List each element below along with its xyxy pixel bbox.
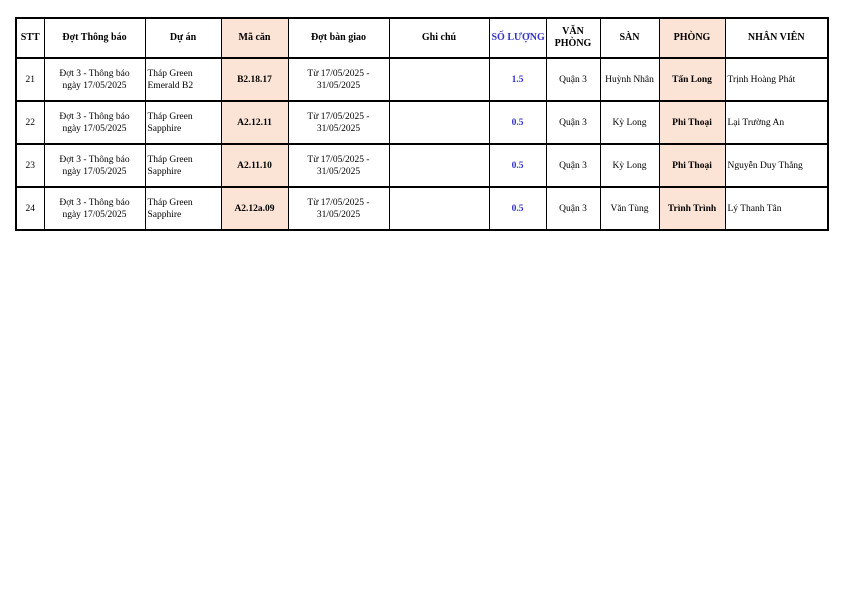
table-row (16, 144, 828, 187)
cell-stt: 22 (16, 101, 44, 144)
cell-dot-thong-bao-line2: ngày 17/05/2025 (62, 123, 127, 134)
cell-van-phong: Quận 3 (546, 187, 600, 230)
cell-dot-ban-giao-line2: 31/05/2025 (316, 209, 361, 220)
table-row (16, 58, 828, 101)
cell-dot-thong-bao-line2: ngày 17/05/2025 (62, 209, 127, 220)
cell-dot-thong-bao (44, 101, 145, 144)
cell-du-an (145, 101, 221, 144)
cell-dot-thong-bao (44, 144, 145, 187)
cell-dot-ban-giao-line2: 31/05/2025 (316, 80, 361, 91)
cell-dot-ban-giao (288, 101, 389, 144)
cell-phong: Trình Trình (659, 187, 725, 230)
cell-dot-ban-giao-line1: Từ 17/05/2025 - (307, 197, 370, 208)
cell-du-an-line2: Emerald B2 (147, 80, 194, 91)
cell-stt: 21 (16, 58, 44, 101)
cell-du-an (145, 58, 221, 101)
table-body (16, 58, 828, 230)
cell-van-phong: Quận 3 (546, 144, 600, 187)
cell-du-an-line1: Tháp Green (147, 154, 193, 165)
cell-dot-ban-giao (288, 58, 389, 101)
cell-san: Văn Tùng (600, 187, 659, 230)
header-du-an: Dự án (145, 18, 221, 58)
cell-nhan-vien: Lại Trường An (725, 101, 828, 144)
header-ma-can: Mã căn (221, 18, 288, 58)
cell-so-luong: 0.5 (489, 187, 546, 230)
header-nhan-vien: NHÂN VIÊN (725, 18, 828, 58)
cell-ghi-chu (389, 187, 489, 230)
cell-so-luong: 0.5 (489, 144, 546, 187)
cell-ma-can: A2.11.10 (221, 144, 288, 187)
cell-nhan-vien: Lý Thanh Tân (725, 187, 828, 230)
cell-stt: 24 (16, 187, 44, 230)
cell-san: Huỳnh Nhân (600, 58, 659, 101)
cell-phong: Tấn Long (659, 58, 725, 101)
header-so-luong: SỐ LƯỢNG (489, 18, 546, 58)
cell-dot-ban-giao-line1: Từ 17/05/2025 - (307, 111, 370, 122)
assignment-table (15, 17, 829, 231)
cell-nhan-vien: Trịnh Hoàng Phát (725, 58, 828, 101)
cell-ghi-chu (389, 101, 489, 144)
cell-du-an (145, 187, 221, 230)
cell-nhan-vien: Nguyễn Duy Thắng (725, 144, 828, 187)
header-san: SÀN (600, 18, 659, 58)
cell-ma-can: A2.12a.09 (221, 187, 288, 230)
cell-van-phong: Quận 3 (546, 101, 600, 144)
cell-dot-thong-bao-line1: Đợt 3 - Thông báo (59, 111, 130, 122)
cell-dot-thong-bao-line2: ngày 17/05/2025 (62, 166, 127, 177)
cell-dot-thong-bao (44, 58, 145, 101)
cell-du-an-line2: Sapphire (147, 123, 182, 134)
cell-dot-thong-bao-line2: ngày 17/05/2025 (62, 80, 127, 91)
cell-so-luong: 1.5 (489, 58, 546, 101)
cell-ghi-chu (389, 144, 489, 187)
cell-dot-ban-giao-line1: Từ 17/05/2025 - (307, 154, 370, 165)
header-van-phong-line1: VĂN (562, 26, 584, 37)
cell-ghi-chu (389, 58, 489, 101)
cell-dot-ban-giao-line2: 31/05/2025 (316, 166, 361, 177)
header-van-phong-line2: PHÒNG (554, 38, 592, 49)
header-dot-thong-bao: Đợt Thông báo (44, 18, 145, 58)
cell-so-luong: 0.5 (489, 101, 546, 144)
cell-dot-thong-bao (44, 187, 145, 230)
table-row (16, 187, 828, 230)
header-phong: PHÒNG (659, 18, 725, 58)
cell-san: Kỳ Long (600, 144, 659, 187)
cell-stt: 23 (16, 144, 44, 187)
cell-du-an-line1: Tháp Green (147, 68, 193, 79)
cell-phong: Phi Thoại (659, 144, 725, 187)
header-van-phong (546, 18, 600, 58)
header-ghi-chu: Ghi chú (389, 18, 489, 58)
cell-dot-thong-bao-line1: Đợt 3 - Thông báo (59, 197, 130, 208)
cell-ma-can: A2.12.11 (221, 101, 288, 144)
header-dot-ban-giao: Đợt bàn giao (288, 18, 389, 58)
cell-van-phong: Quận 3 (546, 58, 600, 101)
cell-dot-ban-giao (288, 187, 389, 230)
cell-dot-ban-giao-line2: 31/05/2025 (316, 123, 361, 134)
cell-dot-thong-bao-line1: Đợt 3 - Thông báo (59, 68, 130, 79)
cell-du-an-line2: Sapphire (147, 166, 182, 177)
cell-san: Kỳ Long (600, 101, 659, 144)
cell-ma-can: B2.18.17 (221, 58, 288, 101)
cell-dot-ban-giao-line1: Từ 17/05/2025 - (307, 68, 370, 79)
cell-du-an-line1: Tháp Green (147, 197, 193, 208)
cell-phong: Phi Thoại (659, 101, 725, 144)
cell-dot-thong-bao-line1: Đợt 3 - Thông báo (59, 154, 130, 165)
header-row (16, 18, 828, 58)
header-stt: STT (16, 18, 44, 58)
cell-dot-ban-giao (288, 144, 389, 187)
cell-du-an-line1: Tháp Green (147, 111, 193, 122)
table-row (16, 101, 828, 144)
cell-du-an (145, 144, 221, 187)
cell-du-an-line2: Sapphire (147, 209, 182, 220)
